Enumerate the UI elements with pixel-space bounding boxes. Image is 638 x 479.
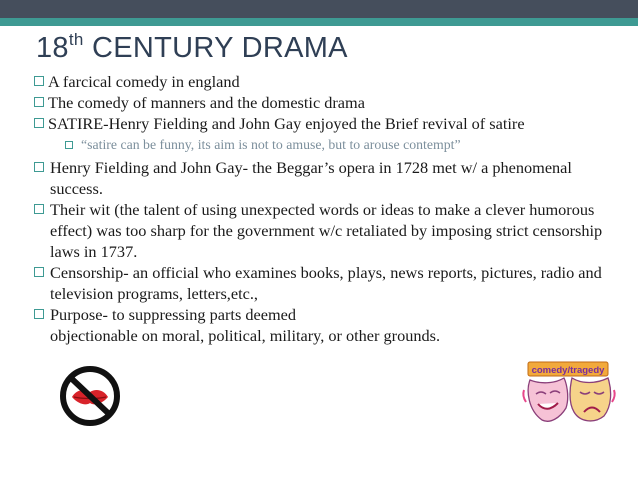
square-bullet-icon [34,204,44,214]
sub-bullet-item: “satire can be funny, its aim is not to amuse, but to arouse contempt” [34,136,624,154]
slide-title: 18th CENTURY DRAMA [36,30,348,64]
square-bullet-icon [34,267,44,277]
bullet-item: A farcical comedy in england [34,71,624,92]
bullet-continuation: objectionable on moral, political, military, or other grounds. [50,326,441,345]
bullet-item: SATIRE-Henry Fielding and John Gay enjoyed the Brief revival of satire [34,113,624,134]
comedy-tragedy-masks-icon [520,360,618,430]
square-bullet-icon [34,309,44,319]
svg-text:comedy/tragedy: comedy/tragedy [531,365,605,376]
header-dark-bar [0,0,638,18]
square-bullet-icon [34,162,44,172]
bullet-list [34,71,624,346]
bullet-item: Henry Fielding and John Gay- the Beggar’s opera in 1728 met w/ a phenomenal success. [34,157,624,199]
header-accent-bar [0,18,638,26]
no-kissing-icon [58,364,122,428]
square-bullet-icon [34,76,44,86]
bullet-item: Censorship- an official who examines books, plays, news reports, pictures, radio and television programs, letters,etc., [34,262,624,304]
bullet-item: The comedy of manners and the domestic drama [34,92,624,113]
square-bullet-icon [65,141,73,149]
bullet-item: Their wit (the talent of using unexpected words or ideas to make a clever humorous effect) was too sharp for the government w/c retaliated by imposing strict censorship laws in 1737. [34,199,624,262]
square-bullet-icon [34,97,44,107]
square-bullet-icon [34,118,44,128]
bullet-item: Purpose- to suppressing parts deemed [34,304,624,325]
